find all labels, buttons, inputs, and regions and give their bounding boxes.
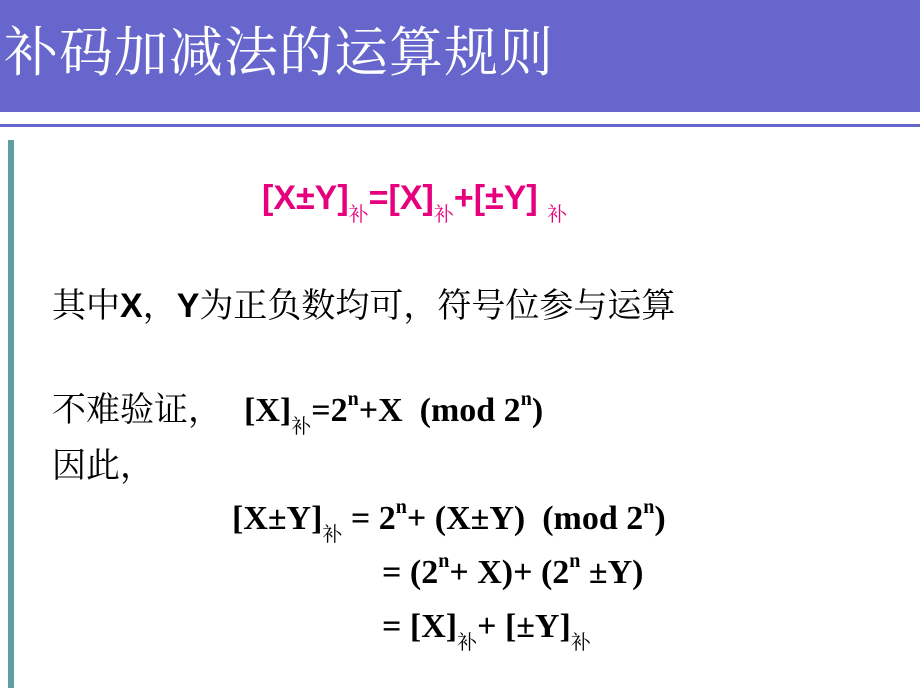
math-superscript: n (347, 387, 359, 410)
math-part: = (2 (382, 554, 439, 591)
math-subscript: 补 (322, 522, 343, 546)
formula-subscript: 补 (348, 202, 369, 226)
math-subscript: 补 (570, 630, 591, 654)
math-superscript: n (438, 549, 450, 572)
derivation-line-1 (232, 496, 666, 544)
math-subscript: 补 (291, 414, 312, 438)
text-segment: 为正负数均可，符号位参与运算 (199, 286, 676, 326)
variable-x: X (120, 287, 143, 325)
math-part: [X] (244, 392, 292, 429)
math-superscript: n (520, 387, 532, 410)
text-line-operands (52, 284, 675, 328)
math-expression (382, 608, 591, 654)
text-segment: 其中 (52, 286, 120, 326)
math-part: +X (mod 2 (358, 392, 521, 429)
math-part: ±Y) (580, 554, 644, 591)
math-part: + X)+ (2 (449, 554, 570, 591)
text-segment: 不难验证， (52, 390, 222, 430)
math-part: = [X] (382, 608, 458, 645)
text-segment: 因此， (52, 446, 154, 486)
math-expression (382, 549, 644, 591)
text-line-therefore (52, 444, 154, 488)
math-part: = 2 (342, 500, 396, 537)
derivation-line-2 (382, 550, 643, 595)
main-formula (262, 176, 567, 224)
formula-part: =[X] (368, 179, 434, 217)
math-superscript: n (395, 495, 407, 518)
formula-subscript: 补 (433, 202, 454, 226)
math-expression (232, 495, 666, 546)
math-part: + [±Y] (477, 608, 571, 645)
formula-part: +[±Y] (453, 179, 548, 217)
math-part: + (X±Y) (mod 2 (406, 500, 644, 537)
variable-y: Y (176, 287, 200, 325)
formula-part: [X±Y] (262, 179, 349, 217)
title-bar (0, 0, 920, 112)
math-part: ) (654, 500, 666, 537)
slide-title: 补码加减法的运算规则 (4, 21, 554, 84)
formula-subscript: 补 (547, 202, 568, 226)
math-superscript: n (643, 495, 655, 518)
math-part: =2 (311, 392, 348, 429)
title-divider (0, 124, 920, 127)
text-line-verify (52, 388, 543, 436)
math-part: [X±Y] (232, 500, 323, 537)
math-subscript: 补 (457, 630, 478, 654)
text-segment: ， (142, 286, 177, 326)
verify-formula (244, 387, 544, 438)
derivation-line-3 (382, 604, 591, 652)
math-part: ) (531, 392, 544, 429)
math-superscript: n (569, 549, 581, 572)
